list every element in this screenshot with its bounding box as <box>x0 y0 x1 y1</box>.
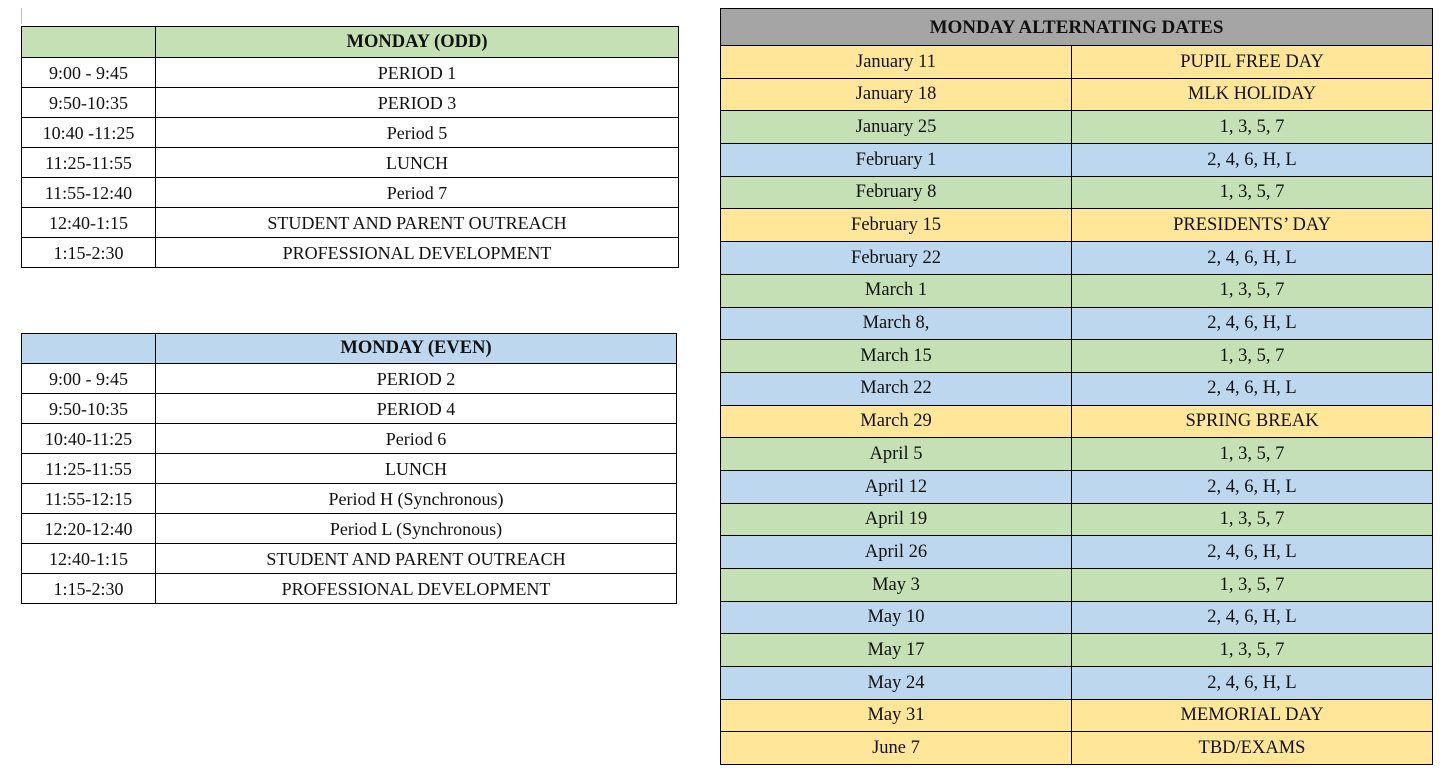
even-activity-cell: PERIOD 2 <box>156 364 677 394</box>
periods-cell: SPRING BREAK <box>1072 405 1433 438</box>
date-cell: January 11 <box>721 46 1072 79</box>
even-activity-cell: Period H (Synchronous) <box>156 484 677 514</box>
date-row <box>721 536 1433 569</box>
odd-schedule-row <box>22 148 679 178</box>
periods-cell: 1, 3, 5, 7 <box>1072 438 1433 471</box>
periods-cell: 1, 3, 5, 7 <box>1072 176 1433 209</box>
date-cell: January 25 <box>721 111 1072 144</box>
odd-activity-cell: Period 7 <box>156 178 679 208</box>
periods-cell: 1, 3, 5, 7 <box>1072 503 1433 536</box>
periods-cell: 2, 4, 6, H, L <box>1072 242 1433 275</box>
date-cell: May 31 <box>721 699 1072 732</box>
even-header-row <box>22 334 677 364</box>
even-time-cell: 9:50-10:35 <box>22 394 156 424</box>
dates-body <box>721 46 1433 765</box>
date-row <box>721 601 1433 634</box>
date-cell: June 7 <box>721 732 1072 765</box>
odd-activity-cell: LUNCH <box>156 148 679 178</box>
even-schedule-row <box>22 514 677 544</box>
even-activity-cell: STUDENT AND PARENT OUTREACH <box>156 544 677 574</box>
date-cell: February 22 <box>721 242 1072 275</box>
even-schedule-row <box>22 574 677 604</box>
odd-schedule-body <box>22 58 679 268</box>
dates-title-row <box>721 9 1433 46</box>
date-row <box>721 667 1433 700</box>
odd-activity-cell: STUDENT AND PARENT OUTREACH <box>156 208 679 238</box>
date-cell: March 22 <box>721 372 1072 405</box>
text-cursor-line <box>21 8 22 24</box>
even-time-cell: 9:00 - 9:45 <box>22 364 156 394</box>
odd-header-row <box>22 27 679 58</box>
date-cell: April 19 <box>721 503 1072 536</box>
even-schedule-row <box>22 394 677 424</box>
odd-header-blank-cell <box>22 27 156 58</box>
periods-cell: 2, 4, 6, H, L <box>1072 144 1433 177</box>
odd-schedule-row <box>22 178 679 208</box>
even-activity-cell: PERIOD 4 <box>156 394 677 424</box>
odd-schedule-row <box>22 208 679 238</box>
odd-time-cell: 9:50-10:35 <box>22 88 156 118</box>
odd-activity-cell: PERIOD 3 <box>156 88 679 118</box>
even-header-title: MONDAY (EVEN) <box>156 334 677 364</box>
monday-even-schedule-table <box>21 333 677 604</box>
date-row <box>721 405 1433 438</box>
odd-schedule-row <box>22 118 679 148</box>
date-row <box>721 340 1433 373</box>
date-row <box>721 634 1433 667</box>
date-row <box>721 144 1433 177</box>
odd-time-cell: 12:40-1:15 <box>22 208 156 238</box>
date-cell: February 8 <box>721 176 1072 209</box>
odd-activity-cell: PERIOD 1 <box>156 58 679 88</box>
date-cell: May 10 <box>721 601 1072 634</box>
odd-activity-cell: Period 5 <box>156 118 679 148</box>
date-row <box>721 699 1433 732</box>
even-time-cell: 1:15-2:30 <box>22 574 156 604</box>
odd-schedule-row <box>22 58 679 88</box>
date-cell: April 12 <box>721 470 1072 503</box>
odd-time-cell: 9:00 - 9:45 <box>22 58 156 88</box>
odd-time-cell: 10:40 -11:25 <box>22 118 156 148</box>
date-cell: May 24 <box>721 667 1072 700</box>
date-cell: March 1 <box>721 274 1072 307</box>
odd-schedule-row <box>22 238 679 268</box>
even-time-cell: 12:40-1:15 <box>22 544 156 574</box>
date-row <box>721 470 1433 503</box>
even-activity-cell: Period 6 <box>156 424 677 454</box>
date-row <box>721 274 1433 307</box>
date-row <box>721 569 1433 602</box>
even-time-cell: 12:20-12:40 <box>22 514 156 544</box>
even-activity-cell: LUNCH <box>156 454 677 484</box>
date-cell: April 26 <box>721 536 1072 569</box>
periods-cell: 2, 4, 6, H, L <box>1072 470 1433 503</box>
periods-cell: PUPIL FREE DAY <box>1072 46 1433 79</box>
date-row <box>721 372 1433 405</box>
periods-cell: 1, 3, 5, 7 <box>1072 569 1433 602</box>
even-time-cell: 11:55-12:15 <box>22 484 156 514</box>
odd-time-cell: 1:15-2:30 <box>22 238 156 268</box>
periods-cell: 1, 3, 5, 7 <box>1072 111 1433 144</box>
date-row <box>721 503 1433 536</box>
date-row <box>721 242 1433 275</box>
date-row <box>721 78 1433 111</box>
periods-cell: 2, 4, 6, H, L <box>1072 536 1433 569</box>
date-cell: March 8, <box>721 307 1072 340</box>
date-cell: January 18 <box>721 78 1072 111</box>
date-row <box>721 438 1433 471</box>
periods-cell: 1, 3, 5, 7 <box>1072 340 1433 373</box>
even-schedule-row <box>22 364 677 394</box>
monday-odd-schedule-table <box>21 26 679 268</box>
even-header-blank-cell <box>22 334 156 364</box>
monday-alternating-dates-table <box>720 8 1433 765</box>
even-time-cell: 10:40-11:25 <box>22 424 156 454</box>
date-cell: April 5 <box>721 438 1072 471</box>
odd-schedule-row <box>22 88 679 118</box>
periods-cell: PRESIDENTS’ DAY <box>1072 209 1433 242</box>
even-schedule-row <box>22 424 677 454</box>
even-schedule-row <box>22 454 677 484</box>
date-cell: March 15 <box>721 340 1072 373</box>
even-activity-cell: Period L (Synchronous) <box>156 514 677 544</box>
date-cell: February 15 <box>721 209 1072 242</box>
odd-header-title: MONDAY (ODD) <box>156 27 679 58</box>
date-cell: February 1 <box>721 144 1072 177</box>
even-schedule-body <box>22 364 677 604</box>
date-row <box>721 46 1433 79</box>
periods-cell: 2, 4, 6, H, L <box>1072 601 1433 634</box>
periods-cell: 2, 4, 6, H, L <box>1072 307 1433 340</box>
date-row <box>721 209 1433 242</box>
date-row <box>721 176 1433 209</box>
periods-cell: 1, 3, 5, 7 <box>1072 274 1433 307</box>
even-time-cell: 11:25-11:55 <box>22 454 156 484</box>
periods-cell: TBD/EXAMS <box>1072 732 1433 765</box>
date-cell: May 3 <box>721 569 1072 602</box>
even-schedule-row <box>22 544 677 574</box>
periods-cell: 2, 4, 6, H, L <box>1072 372 1433 405</box>
date-cell: March 29 <box>721 405 1072 438</box>
periods-cell: MEMORIAL DAY <box>1072 699 1433 732</box>
odd-time-cell: 11:25-11:55 <box>22 148 156 178</box>
date-row <box>721 307 1433 340</box>
even-schedule-row <box>22 484 677 514</box>
periods-cell: 2, 4, 6, H, L <box>1072 667 1433 700</box>
date-cell: May 17 <box>721 634 1072 667</box>
odd-activity-cell: PROFESSIONAL DEVELOPMENT <box>156 238 679 268</box>
odd-time-cell: 11:55-12:40 <box>22 178 156 208</box>
even-activity-cell: PROFESSIONAL DEVELOPMENT <box>156 574 677 604</box>
date-row <box>721 732 1433 765</box>
date-row <box>721 111 1433 144</box>
dates-title: MONDAY ALTERNATING DATES <box>721 9 1433 46</box>
periods-cell: 1, 3, 5, 7 <box>1072 634 1433 667</box>
periods-cell: MLK HOLIDAY <box>1072 78 1433 111</box>
